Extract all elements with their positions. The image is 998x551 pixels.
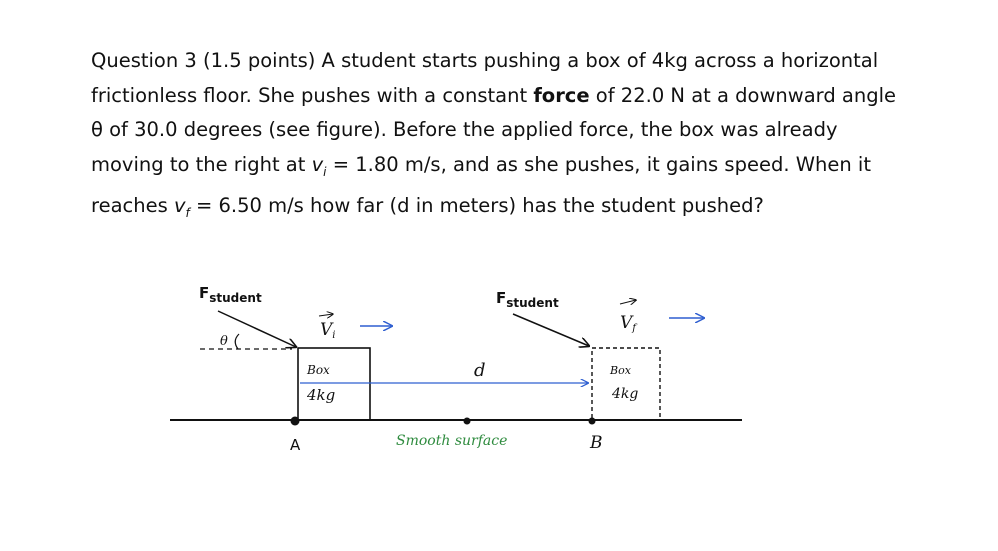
force-keyword: force xyxy=(533,83,590,107)
box-end xyxy=(592,348,660,420)
angle-arc xyxy=(235,334,239,349)
vf-symbol: v xyxy=(173,193,186,217)
box-end-name: Box xyxy=(610,364,631,377)
question-line-2: frictionless floor. She pushes with a constant force of 22.0 N at a downward angle xyxy=(91,83,897,107)
question-line-1: Question 3 (1.5 points) A student starts pushing a box of 4kg across a horizontal xyxy=(91,49,879,72)
mid-point-dot xyxy=(464,418,471,425)
box-end-mass: 4kg xyxy=(612,386,639,402)
vf-overarrow xyxy=(620,300,636,304)
vi-symbol: v xyxy=(311,152,324,176)
force-label-left: $F_{student}$ xyxy=(199,284,262,305)
theta-label: θ xyxy=(220,334,228,349)
question-line-5: reaches $v_f = 6.50$ m/s how far (d in meters) has the student pushed? xyxy=(91,193,764,220)
force-arrow-left xyxy=(218,311,296,347)
box-start-mass: 4kg xyxy=(307,386,336,404)
force-arrow-right xyxy=(513,314,589,346)
question-line-4: moving to the right at $v_i = 1.80$ m/s, and as she pushes, it gains speed. When it xyxy=(91,152,871,179)
box-start xyxy=(298,348,370,420)
point-a-label: A xyxy=(290,436,301,454)
box-start-name: Box xyxy=(307,363,330,377)
distance-label: d xyxy=(474,360,486,381)
force-label-right: $F_{student}$ xyxy=(496,289,559,310)
point-b-label: B xyxy=(590,433,603,453)
vi-overarrow xyxy=(319,314,333,316)
surface-label: Smooth surface xyxy=(396,433,508,449)
vi-label: Vi xyxy=(320,320,336,341)
point-b-dot xyxy=(589,418,596,425)
vf-label: Vf xyxy=(620,313,636,334)
question-line-3: θ of 30.0 degrees (see figure). Before the applied force, the box was already xyxy=(91,118,838,141)
point-a-dot xyxy=(291,417,300,426)
